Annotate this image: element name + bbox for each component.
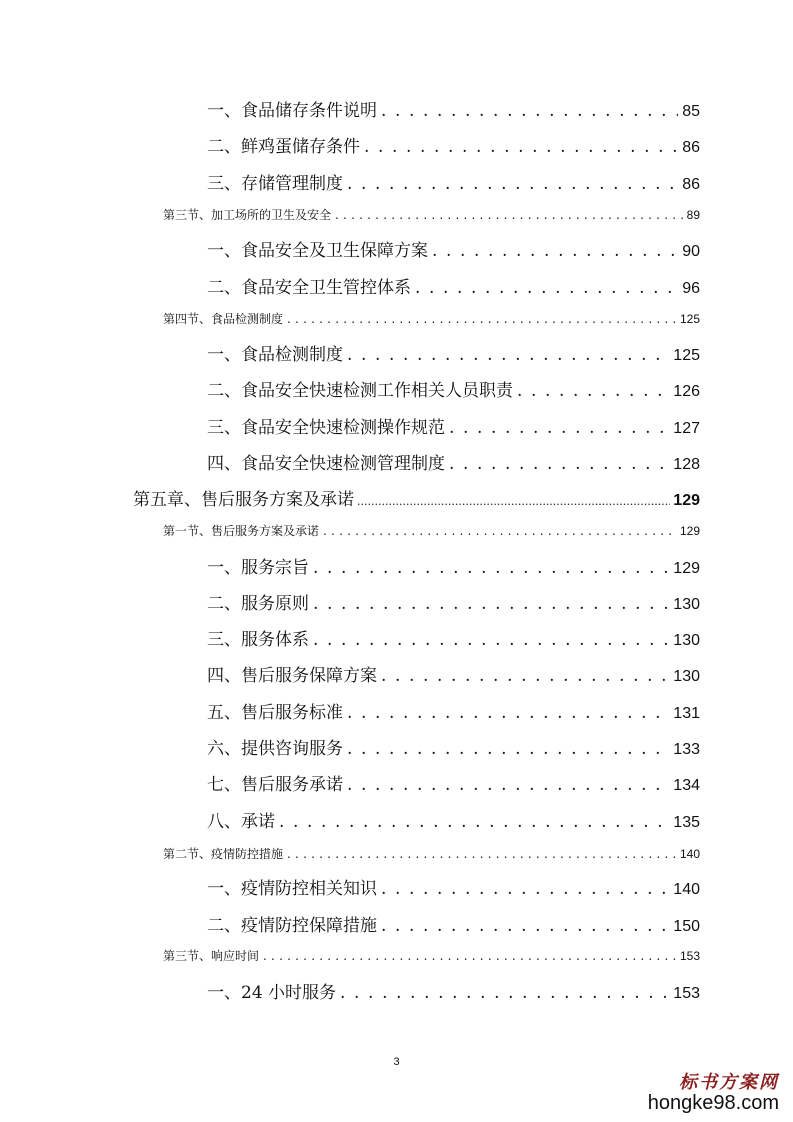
toc-entry-title: 第二节、疫情防控措施 (163, 847, 284, 861)
dot-leader (381, 101, 678, 121)
toc-entry[interactable] (207, 169, 700, 194)
toc-entry[interactable] (207, 589, 700, 614)
dot-leader (381, 916, 669, 936)
dot-leader (347, 703, 669, 723)
dot-leader (449, 454, 669, 474)
toc-entry-title: 七、售后服务承诺 (207, 775, 343, 795)
toc-entry-page: 129 (673, 560, 700, 577)
toc-entry-page: 129 (679, 524, 700, 538)
dot-leader (381, 879, 669, 899)
toc-entry-page: 128 (673, 456, 700, 473)
toc-entry-title: 二、食品安全卫生管控体系 (207, 278, 411, 298)
toc-entry[interactable] (207, 376, 700, 401)
dot-leader (287, 847, 676, 861)
toc-entry-page: 135 (673, 814, 700, 831)
toc-entry[interactable] (207, 698, 700, 723)
toc-entry-title: 三、食品安全快速检测操作规范 (207, 418, 445, 438)
toc-entry-title: 五、售后服务标准 (207, 703, 343, 723)
toc-entry-page: 150 (673, 918, 700, 935)
toc-entry-title: 一、食品安全及卫生保障方案 (207, 241, 428, 261)
toc-entry-title: 二、食品安全快速检测工作相关人员职责 (207, 381, 513, 401)
toc-entry-title: 二、鲜鸡蛋储存条件 (207, 137, 360, 157)
toc-entry[interactable] (207, 874, 700, 899)
toc-entry-title: 三、存储管理制度 (207, 174, 343, 194)
toc-entry-title: 一、食品检测制度 (207, 345, 343, 365)
toc-entry-title: 第三节、加工场所的卫生及安全 (163, 208, 332, 222)
toc-entry-page: 129 (673, 492, 700, 509)
toc-entry[interactable] (207, 661, 700, 686)
toc-entry-page: 131 (673, 705, 700, 722)
toc-entry[interactable] (207, 807, 700, 832)
toc-entry[interactable] (207, 449, 700, 474)
toc-entry-title: 二、疫情防控保障措施 (207, 916, 377, 936)
dot-leader (449, 418, 669, 438)
toc-entry-title: 三、服务体系 (207, 630, 309, 650)
toc-entry-title: 一、疫情防控相关知识 (207, 879, 377, 899)
toc-entry-page: 86 (682, 176, 700, 193)
dot-leader (313, 594, 669, 614)
toc-entry-page: 90 (682, 243, 700, 260)
dot-leader (432, 241, 678, 261)
toc-entry-title: 一、服务宗旨 (207, 558, 309, 578)
dot-leader (347, 174, 678, 194)
dot-leader (364, 137, 678, 157)
toc-entry[interactable] (207, 340, 700, 365)
dot-leader (357, 490, 670, 510)
toc-entry-title: 八、承诺 (207, 812, 275, 832)
toc-entry-page: 153 (673, 985, 700, 1002)
toc-entry-page: 85 (682, 103, 700, 120)
toc-entry[interactable] (207, 273, 700, 298)
dot-leader (287, 312, 676, 326)
toc-entry-page: 96 (682, 280, 700, 297)
toc-entry[interactable] (163, 845, 700, 862)
toc-chapter-entry[interactable] (133, 485, 700, 510)
dot-leader (323, 524, 676, 538)
toc-entry-page: 130 (673, 668, 700, 685)
dot-leader (279, 812, 669, 832)
toc-entry[interactable] (207, 625, 700, 650)
toc-entry-title: 第一节、售后服务方案及承诺 (163, 524, 320, 538)
toc-entry[interactable] (207, 236, 700, 261)
toc-entry[interactable] (207, 553, 700, 578)
toc-entry[interactable] (207, 770, 700, 795)
toc-entry-title: 一、食品储存条件说明 (207, 101, 377, 121)
dot-leader (340, 983, 669, 1003)
dot-leader (381, 666, 669, 686)
toc-entry-page: 133 (673, 741, 700, 758)
dot-leader (263, 949, 676, 963)
toc-entry-page: 89 (686, 208, 700, 222)
toc-entry-title: 二、服务原则 (207, 594, 309, 614)
dot-leader (347, 739, 669, 759)
dot-leader (347, 345, 669, 365)
toc-entry[interactable] (207, 734, 700, 759)
toc-entry[interactable] (207, 96, 700, 121)
toc-entry-title: 第五章、售后服务方案及承诺 (133, 490, 354, 510)
toc-entry-page: 126 (673, 383, 700, 400)
watermark-chinese-text: 标书方案网 (679, 1072, 779, 1093)
dot-leader (347, 775, 669, 795)
toc-entry[interactable] (207, 413, 700, 438)
toc-entry[interactable] (207, 132, 700, 157)
toc-entry-page: 140 (673, 881, 700, 898)
page-number: 3 (393, 1056, 400, 1068)
toc-entry[interactable] (207, 978, 700, 1003)
dot-leader (313, 630, 669, 650)
toc-entry-page: 86 (682, 139, 700, 156)
toc-entry-page: 125 (679, 312, 700, 326)
toc-entry-title: 四、食品安全快速检测管理制度 (207, 454, 445, 474)
toc-entry-page: 130 (673, 596, 700, 613)
dot-leader (335, 208, 683, 222)
toc-entry-page: 127 (673, 420, 700, 437)
toc-entry-page: 153 (679, 949, 700, 963)
toc-entry[interactable] (163, 947, 700, 964)
toc-entry-page: 140 (679, 847, 700, 861)
dot-leader (313, 558, 669, 578)
watermark-logo (648, 1068, 779, 1115)
toc-entry-page: 125 (673, 347, 700, 364)
toc-entry[interactable] (163, 206, 700, 223)
dot-leader (415, 278, 678, 298)
toc-entry-title: 第四节、食品检测制度 (163, 312, 284, 326)
toc-entry-title: 第三节、响应时间 (163, 949, 260, 963)
dot-leader (517, 381, 669, 401)
toc-entry[interactable] (207, 911, 700, 936)
watermark-url: hongke98.com (647, 1092, 779, 1114)
toc-entry[interactable] (163, 522, 700, 539)
toc-entry[interactable] (163, 310, 700, 327)
toc-entry-title: 一、24 小时服务 (207, 983, 337, 1003)
toc-entry-page: 134 (673, 777, 700, 794)
toc-entry-title: 六、提供咨询服务 (207, 739, 343, 759)
toc-entry-title: 四、售后服务保障方案 (207, 666, 377, 686)
toc-entry-page: 130 (673, 632, 700, 649)
